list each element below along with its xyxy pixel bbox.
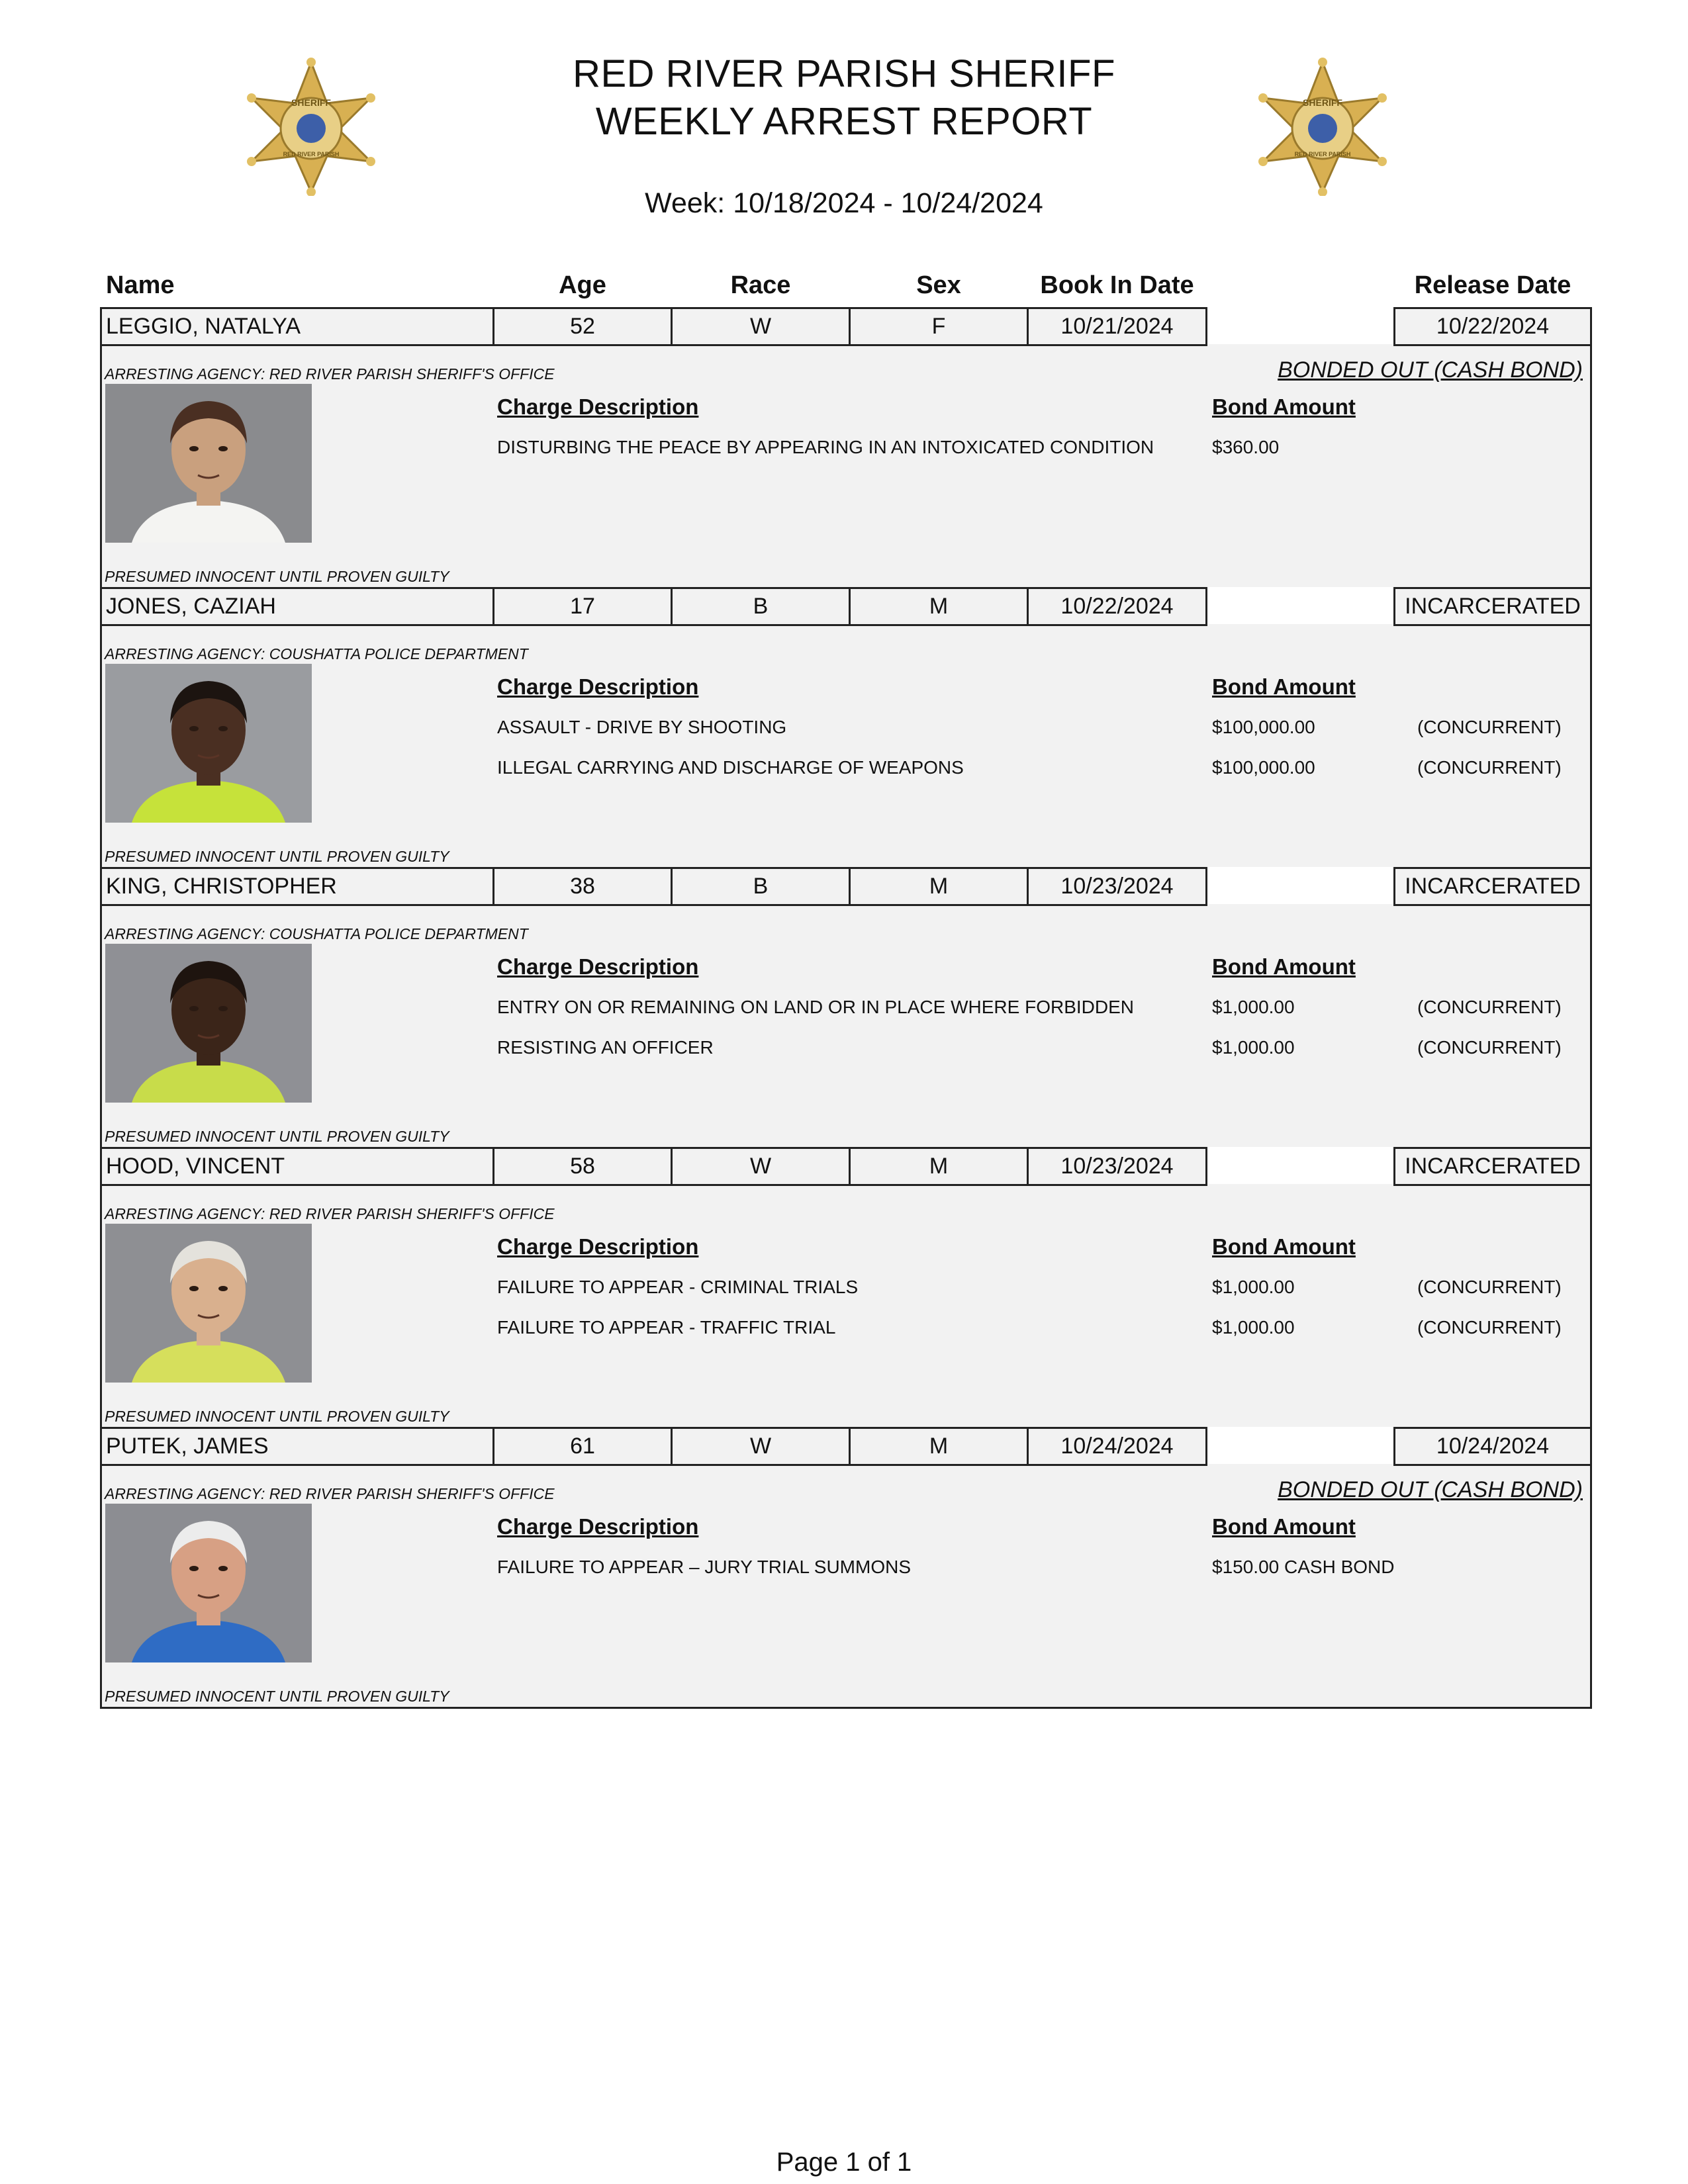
column-header-name: Name [106,271,175,299]
release-status: BONDED OUT (CASH BOND) [1278,357,1583,383]
column-header-race: Race [730,271,791,299]
bond-amount: $150.00 CASH BOND [1212,1557,1395,1577]
bond-amount: $100,000.00 [1212,717,1315,737]
charge-description: ENTRY ON OR REMAINING ON LAND OR IN PLACE WHERE FORBIDDEN [497,997,1134,1017]
release-date: INCARCERATED [1393,1147,1592,1186]
book-in-date: 10/22/2024 [1027,587,1207,626]
presumed-innocent-notice: PRESUMED INNOCENT UNTIL PROVEN GUILTY [105,848,449,865]
bond-amount-header: Bond Amount [1212,394,1356,419]
column-header-age: Age [559,271,606,299]
bond-amount: $1,000.00 [1212,1317,1295,1338]
book-in-date: 10/24/2024 [1027,1427,1207,1466]
arrest-record [100,1427,1592,1707]
release-date: INCARCERATED [1393,587,1592,626]
arresting-agency: ARRESTING AGENCY: COUSHATTA POLICE DEPARTMENT [105,925,528,942]
column-header-book-in-date: Book In Date [1040,271,1194,299]
presumed-innocent-notice: PRESUMED INNOCENT UNTIL PROVEN GUILTY [105,1408,449,1425]
arrest-record [100,307,1592,587]
table-bottom-border [100,1707,1592,1709]
arrestee-age: 17 [492,587,673,626]
arresting-agency: ARRESTING AGENCY: RED RIVER PARISH SHERIFF'S OFFICE [105,1205,555,1222]
column-header-sex: Sex [916,271,961,299]
presumed-innocent-notice: PRESUMED INNOCENT UNTIL PROVEN GUILTY [105,568,449,585]
page-number: Page 1 of 1 [776,2148,912,2177]
bond-amount-header: Bond Amount [1212,1234,1356,1259]
badge-text-bottom: RED RIVER PARISH [1294,151,1351,158]
arrestee-age: 58 [492,1147,673,1186]
arresting-agency: ARRESTING AGENCY: RED RIVER PARISH SHERIFF'S OFFICE [105,1485,555,1502]
arrestee-sex: F [849,307,1029,346]
arrestee-age: 38 [492,867,673,906]
presumed-innocent-notice: PRESUMED INNOCENT UNTIL PROVEN GUILTY [105,1128,449,1145]
badge-text-top: SHERIFF [291,97,331,108]
arrestee-name: PUTEK, JAMES [100,1427,494,1466]
charge-description: DISTURBING THE PEACE BY APPEARING IN AN INTOXICATED CONDITION [497,437,1154,457]
presumed-innocent-notice: PRESUMED INNOCENT UNTIL PROVEN GUILTY [105,1688,449,1705]
charge-description-header: Charge Description [497,674,699,699]
bond-note: (CONCURRENT) [1417,1317,1562,1338]
book-in-date: 10/23/2024 [1027,867,1207,906]
bond-amount: $1,000.00 [1212,1277,1295,1297]
charge-description-header: Charge Description [497,1234,699,1259]
bond-amount: $100,000.00 [1212,757,1315,778]
arrestee-name: JONES, CAZIAH [100,587,494,626]
arrestee-name: HOOD, VINCENT [100,1147,494,1186]
report-title-line1: RED RIVER PARISH SHERIFF [573,52,1115,95]
mugshot-photo [105,1504,312,1662]
arrestee-name: LEGGIO, NATALYA [100,307,494,346]
badge-text-top: SHERIFF [1303,97,1342,108]
bond-amount-header: Bond Amount [1212,1514,1356,1539]
arrest-record [100,587,1592,867]
arrestee-race: W [671,1427,851,1466]
charge-description-header: Charge Description [497,394,699,419]
bond-note: (CONCURRENT) [1417,997,1562,1017]
bond-amount-header: Bond Amount [1212,954,1356,979]
arrest-record [100,1147,1592,1427]
book-in-date: 10/21/2024 [1027,307,1207,346]
arrestee-age: 52 [492,307,673,346]
charge-description: FAILURE TO APPEAR - TRAFFIC TRIAL [497,1317,836,1338]
charge-description: ASSAULT - DRIVE BY SHOOTING [497,717,787,737]
arresting-agency: ARRESTING AGENCY: COUSHATTA POLICE DEPARTMENT [105,645,528,662]
bond-amount: $1,000.00 [1212,1037,1295,1058]
mugshot-photo [105,384,312,543]
bond-note: (CONCURRENT) [1417,1037,1562,1058]
report-title-line2: WEEKLY ARREST REPORT [595,100,1093,143]
arrestee-name: KING, CHRISTOPHER [100,867,494,906]
release-date: 10/24/2024 [1393,1427,1592,1466]
release-date: 10/22/2024 [1393,307,1592,346]
mugshot-photo [105,1224,312,1383]
mugshot-photo [105,944,312,1103]
bond-amount-header: Bond Amount [1212,674,1356,699]
book-in-date: 10/23/2024 [1027,1147,1207,1186]
charge-description: RESISTING AN OFFICER [497,1037,714,1058]
charge-description: FAILURE TO APPEAR – JURY TRIAL SUMMONS [497,1557,912,1577]
badge-text-bottom: RED RIVER PARISH [283,151,340,158]
arrest-record [100,867,1592,1147]
arrestee-sex: M [849,587,1029,626]
arrestee-race: B [671,867,851,906]
charge-description: FAILURE TO APPEAR - CRIMINAL TRIALS [497,1277,859,1297]
bond-amount: $360.00 [1212,437,1280,457]
bond-note: (CONCURRENT) [1417,1277,1562,1297]
column-header-release-date: Release Date [1414,271,1571,299]
arrestee-race: W [671,307,851,346]
charge-description: ILLEGAL CARRYING AND DISCHARGE OF WEAPONS [497,757,964,778]
arrestee-sex: M [849,1427,1029,1466]
report-week-range: Week: 10/18/2024 - 10/24/2024 [645,187,1043,219]
bond-note: (CONCURRENT) [1417,717,1562,737]
charge-description-header: Charge Description [497,1514,699,1539]
charge-description-header: Charge Description [497,954,699,979]
release-status: BONDED OUT (CASH BOND) [1278,1477,1583,1502]
bond-amount: $1,000.00 [1212,997,1295,1017]
arresting-agency: ARRESTING AGENCY: RED RIVER PARISH SHERIFF'S OFFICE [105,365,555,383]
mugshot-photo [105,664,312,823]
release-date: INCARCERATED [1393,867,1592,906]
arrestee-age: 61 [492,1427,673,1466]
arrestee-race: B [671,587,851,626]
arrestee-sex: M [849,1147,1029,1186]
bond-note: (CONCURRENT) [1417,757,1562,778]
arrestee-sex: M [849,867,1029,906]
arrestee-race: W [671,1147,851,1186]
